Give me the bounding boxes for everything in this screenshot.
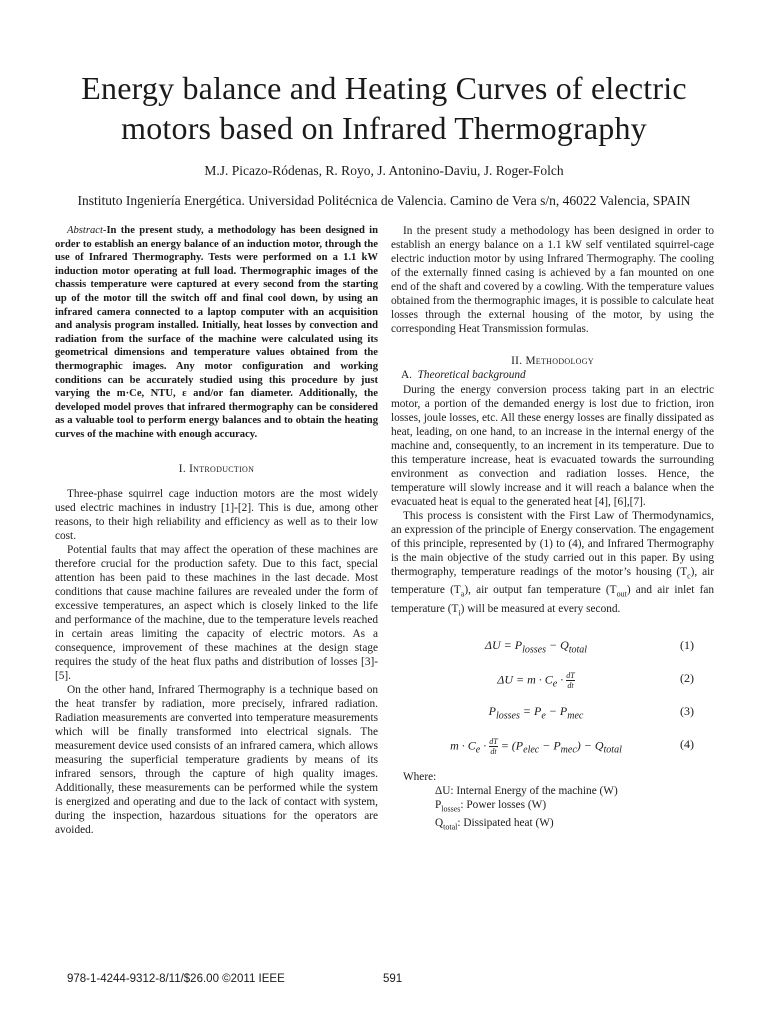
- paragraph: During the energy conversion process taking part in an electric motor, a portion of the demanded energy is lost due to friction, iron losses, joule losses, etc. All these energy losses are finally dissipated as heat, leading, on one hand, to an increase in the internal energy of the machine and, consequently, to an increment in its temperature. Due to this temperature increase, heat is evacuated towards the surrounding environment as convection and radiation losses. Hence, the temperature will slowly increase and it will reach a balance when the evacuated heat is equal to the generated heat [4], [6],[7].: [391, 384, 714, 508]
- author-list: M.J. Picazo-Ródenas, R. Royo, J. Antonino-Daviu, J. Roger-Folch: [204, 163, 564, 178]
- section-numeral: I.: [178, 462, 186, 475]
- where-item: $P_{losses}$: Power losses (W): [435, 798, 547, 813]
- section-numeral: II.: [511, 355, 523, 367]
- abstract: [55, 224, 378, 442]
- abstract-label: Abstract-: [67, 225, 107, 236]
- subsection-title: Theoretical background: [417, 369, 526, 381]
- where-item: ΔU: Internal Energy of the machine (W): [435, 784, 618, 797]
- copyright-footer: 978-1-4244-9312-8/11/$26.00 ©2011 IEEE: [67, 973, 285, 985]
- equation-2: $\Delta U = m \cdot C_e$ · $\frac{dT}{dt}$ (2): [497, 670, 694, 690]
- affiliation: Instituto Ingeniería Energética. Universidad Politécnica de Valencia. Camino de Vera s/n, 46022 Valencia, SPAIN: [77, 193, 691, 208]
- paragraph: Three-phase squirrel cage induction motors are the most widely used electric machines in industry [1]-[2]. This is due, among other reasons, to their high reliability and efficiency as well as to their low cost.: [55, 487, 378, 542]
- equation-3: $P_{losses} = P_e - P_{mec}$ (3): [488, 703, 694, 722]
- paragraph: Potential faults that may affect the operation of these machines are therefore crucial for the production safety. Due to this fact, special attention has been paid to these machines in the last decade. Most conditions that cause machine failures are revealed under the form of excessive temperatures, an aspect which is closely linked to the life and performance of the machine, due to the temperature levels reached in certain areas limiting the capacity of electric motors. As a consequence, improvement of these machines at the design stage requires the study of the heat flux paths and distribution of losses [3]-[5].: [55, 543, 378, 682]
- subsection-label: A.: [401, 369, 412, 381]
- subsection-heading: [401, 368, 714, 382]
- equation-1: $\Delta U = P_{losses} - Q_{total}$ (1): [484, 637, 694, 656]
- right-column: [391, 224, 714, 834]
- where-label: Where:: [403, 770, 437, 783]
- section-title: Methodology: [525, 355, 594, 367]
- paragraph: On the other hand, Infrared Thermography is a technique based on the heat transfer by radiation, more precisely, infrared radiation. Radiation measurements are converted into temperature measurements which will be finally transformed into electrical signals. The measurement device used consists of an infrared camera, which allows measuring the superficial temperature gradients by means of its infrared sensors, through the capture of high quality images. Additionally, these measurements can be performed while the system is energized and operating and due to the lack of contact with system, during the inspection, hazardous situations for the operators are avoided.: [55, 683, 378, 836]
- paragraph: This process is consistent with the First Law of Thermodynamics, an expression of the principle of Energy conservation. The engagement of this principle, represented by (1) to (4), and Infrared Thermography is the main objective of the study carried out in this paper. By using thermography, temperature readings of the motor’s housing $(T_c)$, air temperature $(T_a)$, air output fan temperature $(T_{out})$ and air inlet fan temperature $(T_i)$ will be measured at every second.: [391, 510, 715, 617]
- page-number: 591: [383, 973, 403, 985]
- paragraph: In the present study a methodology has been designed in order to establish an energy balance on a 1.1 kW self ventilated squirrel-cage electric induction motor by using Infrared Thermography. The cooling of the externally finned casing is achieved by a fan mounted on one end of the shaft and covered by a cowling. With the temperature values obtained from the thermographic images, it is possible to calculate heat losses through the external housing of the motor, by using the corresponding Heat Transmission formulas.: [391, 225, 714, 335]
- abstract-text: In the present study, a methodology has been designed in order to establish an energy balance of an induction motor, through the use of Infrared Thermography. Tests were performed on a 1.1 kW induction motor operating at full load. Thermographic images of the chassis temperature were captured at every second from the starting up of the motor till the switch off and final cool down, by using an infrared camera connected to a laptop computer with an acquisition and analysis program installed. Initially, heat losses by convection and radiation from the surface of the machine were calculated using its geometrical dimensions and temperature values obtained from the thermographic images. Any motor configuration and working conditions can be accurately studied using this procedure by just varying the m·Ce, NTU, ε and/or fan diameter. Additionally, the developed model proves that infrared thermography can be considered as a valuable tool to perform energy balances and to obtain the heating curves of the machine with enough accuracy.: [55, 225, 378, 440]
- equation-4: $m \cdot C_e$ · $\frac{dT}{dt}$ = $(P_{elec} - P_{mec}) - Q_{total}$ (4): [450, 736, 694, 756]
- equation-number: (1): [680, 637, 694, 652]
- paper-title: Energy balance and Heating Curves of electric motors based on Infrared Thermography: [81, 70, 687, 146]
- where-item: $Q_{total}$: Dissipated heat (W): [435, 817, 554, 832]
- section-heading-introduction: [55, 462, 378, 476]
- where-list: [403, 770, 714, 835]
- equation-number: (2): [680, 670, 694, 685]
- equation-number: (3): [680, 703, 694, 718]
- section-title: Introduction: [189, 462, 255, 475]
- equation-number: (4): [680, 736, 694, 751]
- section-heading-methodology: [391, 354, 714, 368]
- left-column: [55, 224, 378, 837]
